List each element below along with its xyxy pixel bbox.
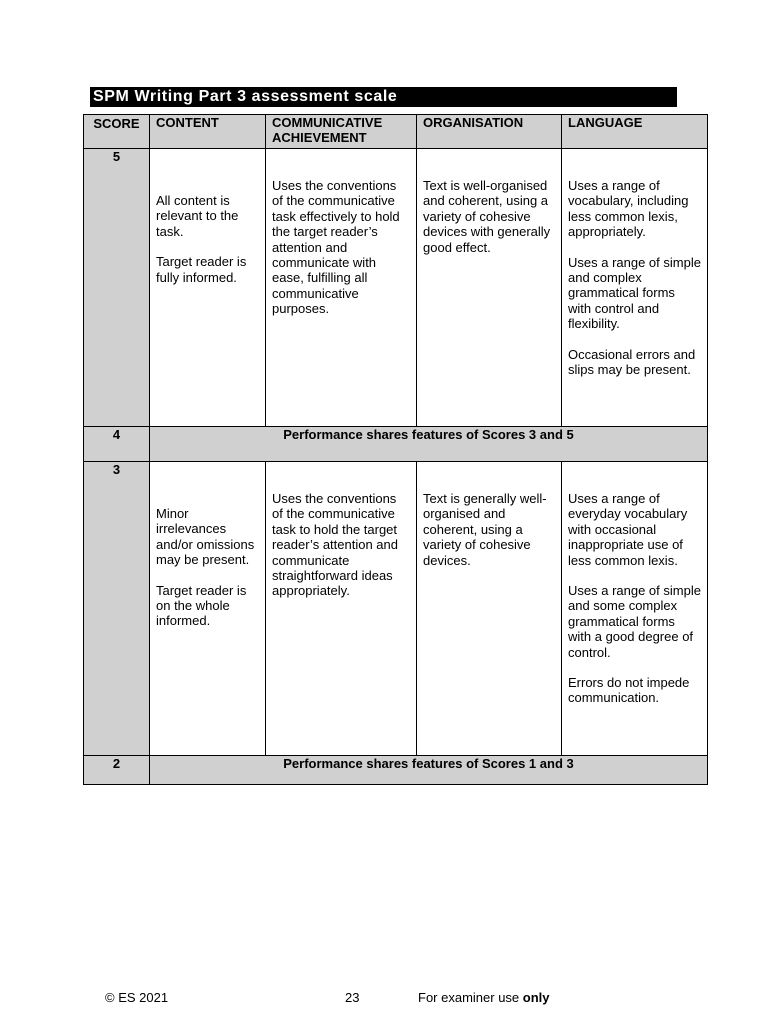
footer-note-text: For examiner use — [418, 990, 523, 1005]
organisation-cell — [417, 149, 562, 427]
page-title: SPM Writing Part 3 assessment scale — [90, 87, 677, 107]
cell-paragraph: Errors do not impede communication. — [568, 675, 690, 706]
table-header-row — [84, 115, 708, 149]
cell-paragraph: All content is relevant to the task. — [156, 193, 239, 239]
footer-page-number: 23 — [345, 990, 360, 1005]
cell-paragraph: Uses a range of simple and complex grammatical forms with control and flexibility. — [568, 254, 701, 332]
cell-paragraph: Text is generally well-organised and coherent, using a variety of cohesive devices. — [423, 491, 547, 568]
band-description: Performance shares features of Scores 3 and 5 — [150, 427, 708, 462]
cell-paragraph: Target reader is fully informed. — [156, 254, 247, 285]
cell-paragraph: Uses the conventions of the communicative task effectively to hold the target reader’s attention and communicate with ease, fulfilling all communicative purposes. — [272, 178, 400, 317]
footer-note — [418, 990, 550, 1005]
language-cell — [562, 149, 708, 427]
communicative-cell — [266, 149, 417, 427]
cell-paragraph: Minor irrelevances and/or omissions may be present. — [156, 506, 255, 568]
header-content: CONTENT — [150, 115, 266, 149]
table-row — [84, 149, 708, 427]
assessment-table — [83, 114, 708, 785]
table-row — [84, 462, 708, 756]
header-communicative: COMMUNICATIVE ACHIEVEMENT — [266, 115, 417, 149]
header-language: LANGUAGE — [562, 115, 708, 149]
cell-paragraph: Occasional errors and slips may be present. — [568, 346, 696, 378]
cell-paragraph: Uses a range of vocabulary, including less common lexis, appropriately. — [568, 178, 689, 240]
header-score: SCORE — [84, 115, 150, 149]
communicative-cell — [266, 462, 417, 756]
organisation-cell — [417, 462, 562, 756]
header-organisation: ORGANISATION — [417, 115, 562, 149]
footer-note-emphasis: only — [522, 990, 550, 1005]
language-cell — [562, 462, 708, 756]
score-cell: 3 — [84, 462, 150, 756]
table-row — [84, 756, 708, 785]
table-row — [84, 427, 708, 462]
cell-paragraph: Uses a range of simple and some complex grammatical forms with a good degree of control. — [568, 583, 701, 660]
content-cell — [150, 149, 266, 427]
band-description: Performance shares features of Scores 1 and 3 — [150, 756, 708, 785]
cell-paragraph: Target reader is on the whole informed. — [156, 582, 247, 629]
score-cell: 4 — [84, 427, 150, 462]
cell-paragraph: Uses a range of everyday vocabulary with occasional inappropriate use of less common lexis. — [568, 491, 688, 568]
content-cell — [150, 462, 266, 756]
cell-paragraph: Uses the conventions of the communicative task to hold the target reader’s attention and communicate straightforward ideas appropriately. — [272, 491, 399, 599]
cell-paragraph: Text is well-organised and coherent, using a variety of cohesive devices with generally good effect. — [423, 178, 551, 255]
score-cell: 5 — [84, 149, 150, 427]
footer-copyright: © ES 2021 — [105, 990, 169, 1005]
score-cell: 2 — [84, 756, 150, 785]
